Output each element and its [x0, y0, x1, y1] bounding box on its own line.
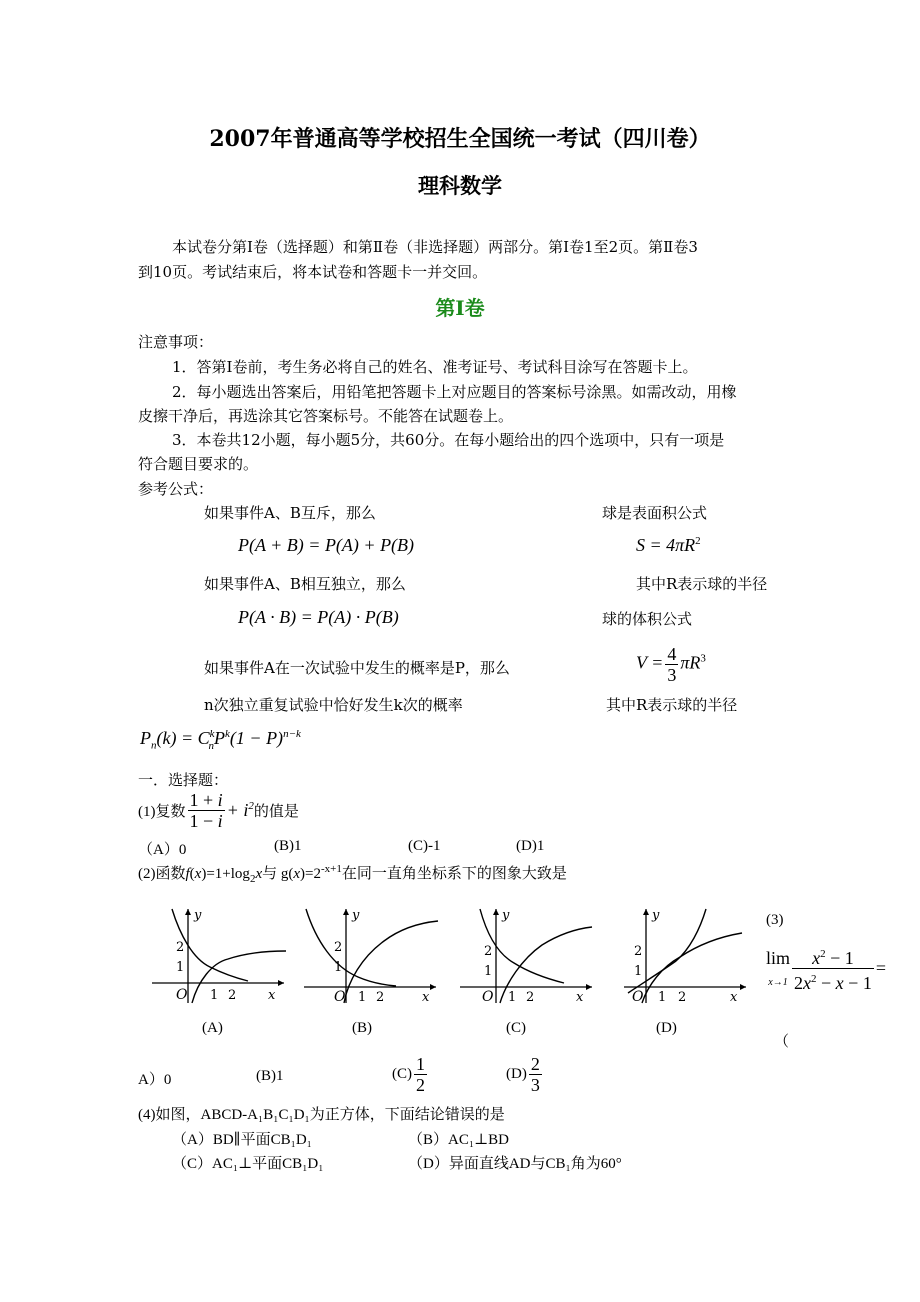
q3-option-d: (D) $\frac{2}{3}$ [506, 1054, 540, 1095]
question-4: (4)如图，ABCD-A₁B₁C₁D₁为正方体，下面结论错误的是 [138, 1107, 505, 1123]
svg-text:O: O [176, 987, 188, 1003]
sphere-vol-eq: V = $\frac{4}{3}$ $\pi R^3$ [636, 644, 706, 685]
q4-option-a: （A）BD∥平面CB₁D₁ [172, 1132, 312, 1148]
svg-text:2: 2 [176, 940, 185, 955]
intro-line-2: 到10页。考试结束后，将本试卷和答题卡一并交回。 [138, 263, 488, 281]
svg-text:1: 1 [176, 960, 185, 975]
svg-text:O: O [482, 989, 494, 1005]
svg-text:x: x [730, 990, 738, 1005]
svg-text:2: 2 [484, 944, 493, 959]
q4-option-b: （B）AC₁⊥BD [408, 1132, 510, 1148]
svg-text:2: 2 [228, 988, 237, 1003]
svg-text:y: y [194, 908, 202, 923]
part1-heading: 一．选择题： [138, 771, 229, 789]
page-subtitle: 理科数学 [418, 173, 502, 198]
note-2a: 2．每小题选出答案后，用铅笔把答题卡上对应题目的答案标号涂黑。如需改动，用橡 [172, 383, 737, 401]
graph-b-label: (B) [352, 1020, 372, 1036]
svg-text:O: O [632, 989, 644, 1005]
page-title: 2007年普通高等学校招生全国统一考试（四川卷） [209, 126, 711, 152]
svg-text:1: 1 [658, 990, 667, 1005]
note-1: 1．答第Ⅰ卷前，考生务必将自己的姓名、准考证号、考试科目涂写在答题卡上。 [172, 358, 698, 376]
graph-c-label: (C) [506, 1020, 526, 1036]
sphere-vol-text: 球的体积公式 [602, 610, 693, 628]
formula-3-text: 如果事件A在一次试验中发生的概率是P，那么 [204, 659, 510, 677]
question-1: (1)复数 $\frac{1 + i}{1 - i}$ + $i^2$的值是 [138, 790, 299, 831]
sphere-r-1: 其中R表示球的半径 [636, 575, 768, 593]
formula-4-text: n次独立重复试验中恰好发生k次的概率 [204, 696, 463, 714]
question-3-number: (3) [766, 912, 784, 928]
q3-option-b: (B)1 [256, 1068, 284, 1084]
q1-option-d: (D)1 [516, 838, 545, 854]
svg-text:1: 1 [358, 990, 367, 1005]
formula-1-text: 如果事件A、B互斥，那么 [204, 504, 376, 522]
graph-a [148, 905, 290, 1005]
svg-text:y: y [652, 908, 660, 923]
svg-text:1: 1 [484, 964, 493, 979]
graph-b [300, 905, 442, 1005]
note-3a: 3．本卷共12小题，每小题5分，共60分。在每小题给出的四个选项中，只有一项是 [172, 431, 725, 449]
svg-text:1: 1 [634, 964, 643, 979]
q3-option-a: A）0 [138, 1072, 172, 1088]
q1-option-c: (C)-1 [408, 838, 441, 854]
svg-text:x: x [422, 990, 430, 1005]
svg-text:y: y [502, 908, 510, 923]
graph-a-label: (A) [202, 1020, 223, 1036]
graph-c [456, 905, 598, 1005]
question-3-paren: （ [774, 1034, 790, 1050]
svg-text:2: 2 [526, 990, 535, 1005]
section-title: 第Ⅰ卷 [435, 296, 485, 320]
svg-text:x: x [268, 988, 276, 1003]
intro-line-1: 本试卷分第Ⅰ卷（选择题）和第Ⅱ卷（非选择题）两部分。第Ⅰ卷1至2页。第Ⅱ卷3 [172, 238, 698, 256]
formula-2-text: 如果事件A、B相互独立，那么 [204, 575, 406, 593]
sphere-area-eq: $S = 4\pi R^2$ [636, 535, 701, 555]
q1-option-b: (B)1 [274, 838, 302, 854]
note-2b: 皮擦干净后，再选涂其它答案标号。不能答在试题卷上。 [138, 407, 514, 425]
q3-option-c: (C) $\frac{1}{2}$ [392, 1054, 425, 1095]
svg-text:1: 1 [508, 990, 517, 1005]
q1-option-a: （A）0 [138, 842, 187, 858]
sphere-area-text: 球是表面积公式 [602, 504, 708, 522]
question-2: (2)函数$f(x)=1+\log_2x$与 $g(x)=2^{-x+1}$在同一直角坐标系下的图象大致是 [138, 863, 567, 885]
svg-text:2: 2 [376, 990, 385, 1005]
q4-option-c: （C）AC₁⊥平面CB₁D₁ [172, 1156, 324, 1172]
formula-1-eq: P(A + B) = P(A) + P(B) [238, 535, 415, 555]
sphere-r-2: 其中R表示球的半径 [606, 696, 738, 714]
svg-text:2: 2 [334, 940, 343, 955]
svg-text:1: 1 [210, 988, 219, 1003]
formulas-heading: 参考公式： [138, 480, 214, 498]
svg-text:y: y [352, 908, 360, 923]
graph-d-label: (D) [656, 1020, 677, 1036]
svg-text:2: 2 [678, 990, 687, 1005]
binomial-formula: $P_n(k) = C^k_nP^k(1 - P)^{n-k}$ [140, 728, 301, 752]
question-3-limit: lim x→1 $\frac{x^2 - 1}{2x^2 - x - 1}$ = [766, 944, 886, 993]
graph-d [610, 905, 752, 1005]
svg-text:O: O [334, 989, 346, 1005]
formula-2-eq: P(A · B) = P(A) · P(B) [238, 607, 399, 627]
svg-text:x: x [576, 990, 584, 1005]
svg-text:1: 1 [334, 960, 343, 975]
svg-text:2: 2 [634, 944, 643, 959]
note-3b: 符合题目要求的。 [138, 455, 259, 473]
q4-option-d: （D）异面直线AD与CB₁角为60° [408, 1156, 622, 1172]
notes-heading: 注意事项： [138, 333, 214, 351]
